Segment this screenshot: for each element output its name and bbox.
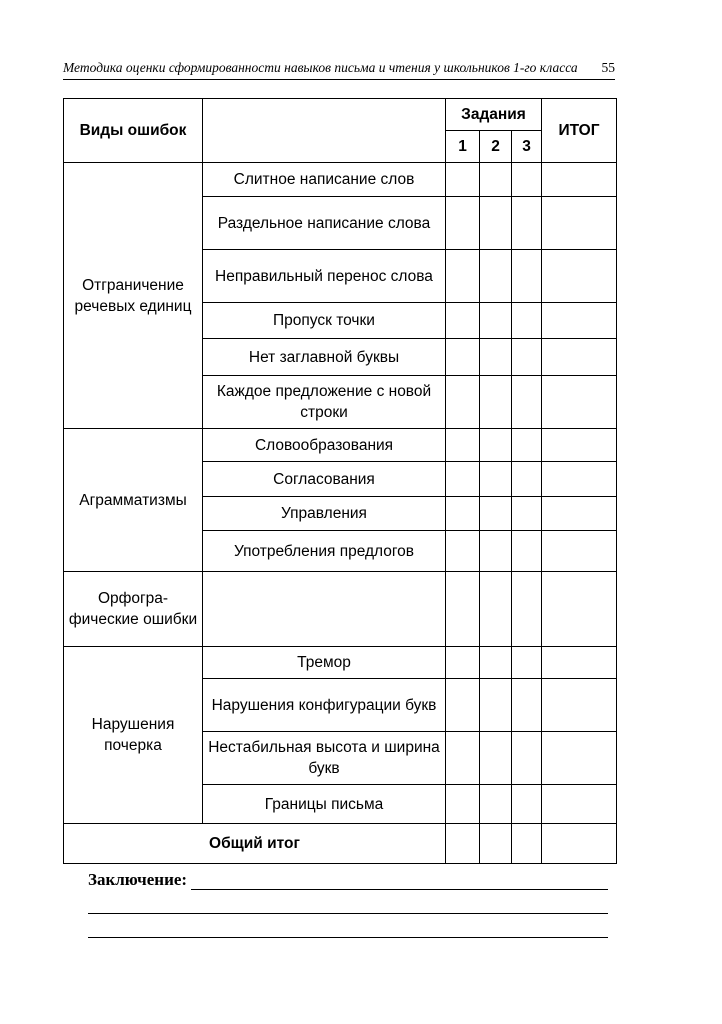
header-tasks: Задания	[446, 99, 542, 131]
score-cell[interactable]	[512, 785, 542, 824]
total-cell[interactable]	[542, 376, 617, 429]
score-cell[interactable]	[446, 497, 480, 531]
score-cell[interactable]	[480, 824, 512, 864]
total-cell[interactable]	[542, 785, 617, 824]
total-cell[interactable]	[542, 531, 617, 572]
score-cell[interactable]	[446, 785, 480, 824]
score-cell[interactable]	[446, 429, 480, 462]
score-cell[interactable]	[480, 647, 512, 679]
total-cell[interactable]	[542, 462, 617, 497]
score-cell[interactable]	[512, 163, 542, 197]
score-cell[interactable]	[512, 376, 542, 429]
error-row-label: Пропуск точки	[203, 303, 446, 339]
header-error-types: Виды ошибок	[64, 99, 203, 163]
score-cell[interactable]	[480, 250, 512, 303]
error-row-label: Каждое предложение с новой строки	[203, 376, 446, 429]
conclusion-label: Заключение:	[88, 870, 188, 889]
conclusion-line[interactable]	[88, 914, 608, 938]
task-number: 1	[446, 131, 480, 163]
score-cell[interactable]	[512, 647, 542, 679]
total-cell[interactable]	[542, 163, 617, 197]
header-blank	[203, 99, 446, 163]
error-row-label: Нарушения конфигурации букв	[203, 679, 446, 732]
total-cell[interactable]	[542, 197, 617, 250]
score-cell[interactable]	[446, 462, 480, 497]
score-cell[interactable]	[512, 497, 542, 531]
score-cell[interactable]	[480, 732, 512, 785]
total-cell[interactable]	[542, 497, 617, 531]
score-cell[interactable]	[512, 732, 542, 785]
score-cell[interactable]	[480, 531, 512, 572]
group-label: Аграмматизмы	[64, 429, 203, 572]
score-cell[interactable]	[512, 531, 542, 572]
total-cell[interactable]	[542, 303, 617, 339]
error-assessment-table	[63, 98, 617, 864]
header-total: ИТОГ	[542, 99, 617, 163]
total-cell[interactable]	[542, 429, 617, 462]
score-cell[interactable]	[512, 250, 542, 303]
total-cell[interactable]	[542, 824, 617, 864]
score-cell[interactable]	[512, 824, 542, 864]
error-row-label: Границы письма	[203, 785, 446, 824]
error-row-label: Слитное написание слов	[203, 163, 446, 197]
running-header	[63, 58, 615, 80]
score-cell[interactable]	[480, 785, 512, 824]
score-cell[interactable]	[446, 339, 480, 376]
score-cell[interactable]	[446, 679, 480, 732]
score-cell[interactable]	[480, 462, 512, 497]
error-row-label	[203, 572, 446, 647]
score-cell[interactable]	[446, 647, 480, 679]
score-cell[interactable]	[480, 163, 512, 197]
error-row-label: Употребления предлогов	[203, 531, 446, 572]
score-cell[interactable]	[446, 303, 480, 339]
score-cell[interactable]	[512, 429, 542, 462]
grand-total-label: Общий итог	[64, 824, 446, 864]
score-cell[interactable]	[446, 376, 480, 429]
score-cell[interactable]	[480, 497, 512, 531]
score-cell[interactable]	[480, 303, 512, 339]
error-row-label: Тремор	[203, 647, 446, 679]
score-cell[interactable]	[480, 339, 512, 376]
group-label: Отграничение речевых единиц	[64, 163, 203, 429]
error-row-label: Согласования	[203, 462, 446, 497]
score-cell[interactable]	[446, 824, 480, 864]
total-cell[interactable]	[542, 572, 617, 647]
score-cell[interactable]	[480, 679, 512, 732]
score-cell[interactable]	[512, 303, 542, 339]
score-cell[interactable]	[446, 197, 480, 250]
group-label: Нарушения почерка	[64, 647, 203, 824]
score-cell[interactable]	[446, 531, 480, 572]
error-row-label: Нестабильная высота и ширина букв	[203, 732, 446, 785]
score-cell[interactable]	[480, 429, 512, 462]
score-cell[interactable]	[446, 163, 480, 197]
score-cell[interactable]	[446, 250, 480, 303]
total-cell[interactable]	[542, 339, 617, 376]
score-cell[interactable]	[480, 197, 512, 250]
score-cell[interactable]	[480, 376, 512, 429]
error-row-label: Словообразования	[203, 429, 446, 462]
total-cell[interactable]	[542, 732, 617, 785]
score-cell[interactable]	[512, 462, 542, 497]
score-cell[interactable]	[512, 197, 542, 250]
score-cell[interactable]	[512, 339, 542, 376]
score-cell[interactable]	[512, 572, 542, 647]
error-row-label: Раздельное написание слова	[203, 197, 446, 250]
conclusion-line[interactable]	[191, 872, 608, 890]
page-number: 55	[601, 60, 615, 75]
error-row-label: Неправильный перенос слова	[203, 250, 446, 303]
score-cell[interactable]	[446, 572, 480, 647]
conclusion-section	[88, 868, 608, 938]
group-label: Орфогра-фические ошибки	[64, 572, 203, 647]
running-title: Методика оценки сформированности навыков письма и чтения у школьников 1-го класса	[63, 60, 578, 75]
total-cell[interactable]	[542, 679, 617, 732]
score-cell[interactable]	[512, 679, 542, 732]
error-row-label: Управления	[203, 497, 446, 531]
conclusion-line[interactable]	[88, 890, 608, 914]
score-cell[interactable]	[446, 732, 480, 785]
total-cell[interactable]	[542, 250, 617, 303]
task-number: 3	[512, 131, 542, 163]
task-number: 2	[480, 131, 512, 163]
error-row-label: Нет заглавной буквы	[203, 339, 446, 376]
total-cell[interactable]	[542, 647, 617, 679]
score-cell[interactable]	[480, 572, 512, 647]
